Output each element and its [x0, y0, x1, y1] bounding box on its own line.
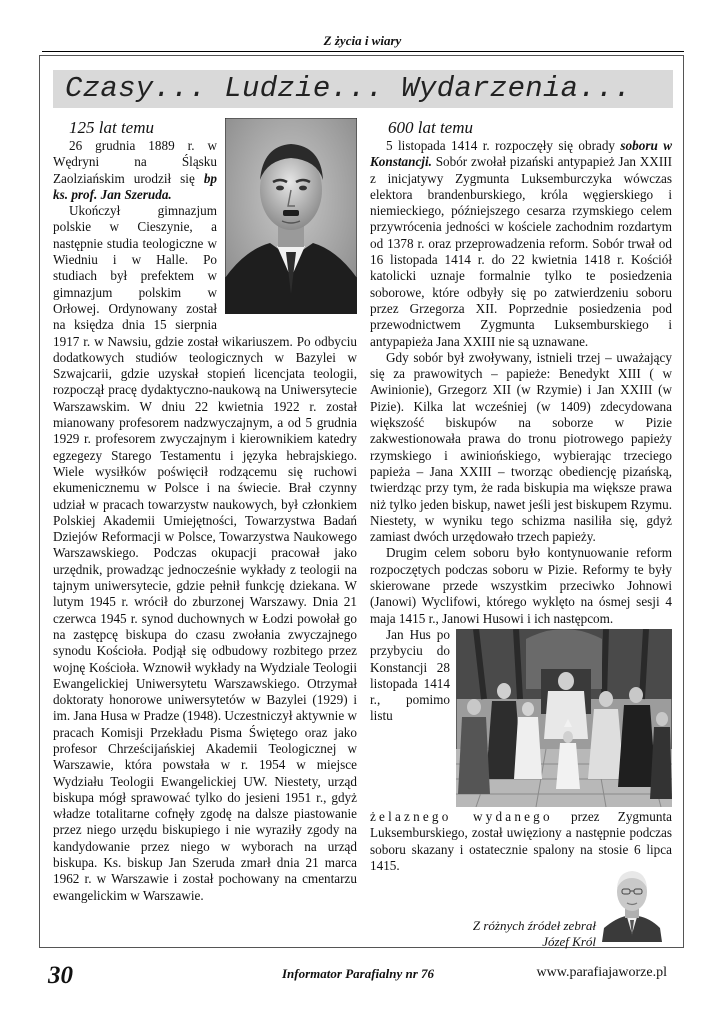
left-section-title: 125 lat temu — [69, 118, 154, 137]
left-column — [53, 116, 357, 904]
right-p4-text-a: Jan Hus po przybyciu do Konstancji 28 listopada 1414 r., pomimo listu — [370, 626, 450, 724]
website-url: www.parafiajaworze.pl — [536, 965, 667, 980]
page-number: 30 — [48, 962, 73, 989]
right-p1-text-a: 5 listopada 1414 r. rozpoczęły się obrady — [386, 138, 621, 153]
right-paragraph-3: Drugim celem soboru było kontynuowanie reform rozpoczętych podczas soboru w Pizie. Reformy te były skierowane przede wszystkim przeciwko Johnowi (Janowi) Wyclifowi, którego wyklęto na ósmej sesji 4 maja 1415 r., Janowi Husowi i ich następcom. — [370, 545, 672, 626]
header-rule — [42, 51, 684, 52]
right-p4-text-b: przez Zygmunta Luksemburskiego, został uwięziony a następnie podczas soboru skazany i ostatecznie spalony na stosie 6 lipca 1415. — [370, 808, 672, 873]
right-p4-spaced: żelaznego wydanego — [370, 808, 553, 824]
banner-title: Czasy... Ludzie... Wydarzenia... — [53, 70, 673, 108]
source-block — [370, 860, 672, 949]
author-name: Józef Król — [542, 934, 596, 949]
painting-hus-council — [456, 629, 672, 807]
right-paragraph-2: Gdy sobór był zwoływany, istnieli trzej – uważający się za prawowitych – papieże: Benedykt XIII ( w Awinionie), Grzegorz XII (w Rzymie) i Jan XXIII (w Pizie). Kilka lat wcześniej (w 1409) zdecydowana większość biskupów na soborze w Pizie zakwestionowała prawa do tronu piotrowego papieży rzymskiego i awiniońskiego, wybierając trzeciego papieża – Jana XXIII – tworząc obediencję pizańską, twierdząc przy tym, że rada biskupia ma większe prawa niż tylko jeden biskup, nawet jeśli jest biskupem Rzymu. Niestety, w wyniku tego schizma nasiliła się, gdyż zamiast dwóch urzędowało trzech papieży. — [370, 349, 672, 545]
magazine-title: Informator Parafialny nr 76 — [282, 966, 435, 981]
right-section-title: 600 lat temu — [388, 118, 473, 137]
source-credit — [473, 918, 596, 950]
section-header: Z życia i wiary — [323, 33, 402, 48]
left-paragraph-2: Ukończył gimnazjum polskie w Cieszynie, a następnie studia teologiczne w Wiedniu i w Halle. Po studiach był prefektem w gimnazjum polskim w Orłowej. Ordynowany został na księdza dnia 15 sierpnia 1917 r. w Nawsiu, gdzie został wikariuszem. Po odbyciu dodatkowych studiów teologicznych w Bazylei w Szwajcarii, gdzie uzyskał stopień licencjata teologii, rozpoczął pracę dydaktyczno-naukową na Uniwersytecie Warszawskim. W dniu 22 kwietnia 1922 r. został mianowany profesorem nadzwyczajnym, a od 5 grudnia 1929 r. profesorem zwyczajnym i kierownikiem katedry egzegezy Starego Testamentu i języka hebrajskiego. Wiele wysiłków poświęcił rodzącemu się ruchowi ekumenicznemu w Polsce i na świecie. Brał czynny udział w pracach towarzystw naukowych, był członkiem Polskiej Akademii Umiejętności, Towarzystwa Badań Dziejów Reformacji w Polsce, Towarzystwa Naukowego Warszawskiego. Podczas okupacji pracował jako urzędnik, prowadząc jednocześnie wykłady z teologii na tajnym uniwersytecie, gdzie pełnił funkcję dziekana. W lutym 1945 r. wrócił do zburzonej Warszawy. Dnia 21 czerwca 1945 r. synod duchownych w Łodzi powołał go na zastępcę biskupa do czasu zwołania zwyczajnego synodu Kościoła. Podjął się odbudowy rozbitego przez wojnę Kościoła. Wznowił wykłady na Wydziale Teologii Ewangelickiej Uniwersytetu Warszawskiego. Otrzymał doktoraty honorowe uniwersytetów w Bazylei (1929) i im. Jana Husa w Pradze (1948). Uczestniczył aktywnie w pracach Komisji Przekładu Pisma Świętego oraz jako profesor Chrześcijańskiej Akademii Teologicznej w Warszawie, która powstała w r. 1954 w miejsce Wydziału Teologii Ewangelickiej UW. Niestety, urząd biskupa mógł sprawować tylko do jesieni 1951 r., gdyż władze totalitarne cofnęły zgodę na dalsze piastowanie przez niego urzędu biskupiego i nie wyraziły zgody na kandydowanie przez niego w wyborach na urząd biskupa. Ks. biskup Jan Szeruda zmarł dnia 21 marca 1962 r. w Warszawie i został pochowany na cmentarzu ewangelickim w Warszawie. — [53, 203, 357, 903]
author-photo — [600, 862, 664, 947]
right-p1-council: soboru w Konstancji. — [370, 138, 672, 170]
source-label: Z różnych źródeł zebrał — [472, 918, 596, 933]
right-paragraph-1 — [370, 138, 672, 350]
right-p1-text-b: Sobór zwołał pizański antypapież Jan XXIII z inicjatywy Zygmunta Luksemburczyka wówczas elektora brandenburskiego, króla węgierskiego i niemieckiego, późniejszego cesarza rzymskiego celem przywrócenia jedności w kościele zachodnim rozdartym od 1378 r. oraz przeprowadzenia reform. Sobór trwał od 16 listopada 1414 r. do 22 kwietnia 1418 r. Kościół katolicki uznaje formalnie tylko te posiedzenia soborowe, które odbyły się po zatwierdzeniu soboru przez Grzegorza XII. Poprzednie posiedzenia pod przewodnictwem Zygmunta Luksemburskiego i antypapieża Jana XXIII nie są uznawane. — [370, 154, 672, 349]
left-p1-text: 26 grudnia 1889 r. w Wędryni na Śląsku Zaolziańskim urodził się — [53, 138, 217, 186]
portrait-szeruda — [225, 118, 357, 314]
left-p1-name: bp ks. prof. Jan Szeruda. — [53, 170, 217, 202]
right-column — [370, 116, 672, 874]
